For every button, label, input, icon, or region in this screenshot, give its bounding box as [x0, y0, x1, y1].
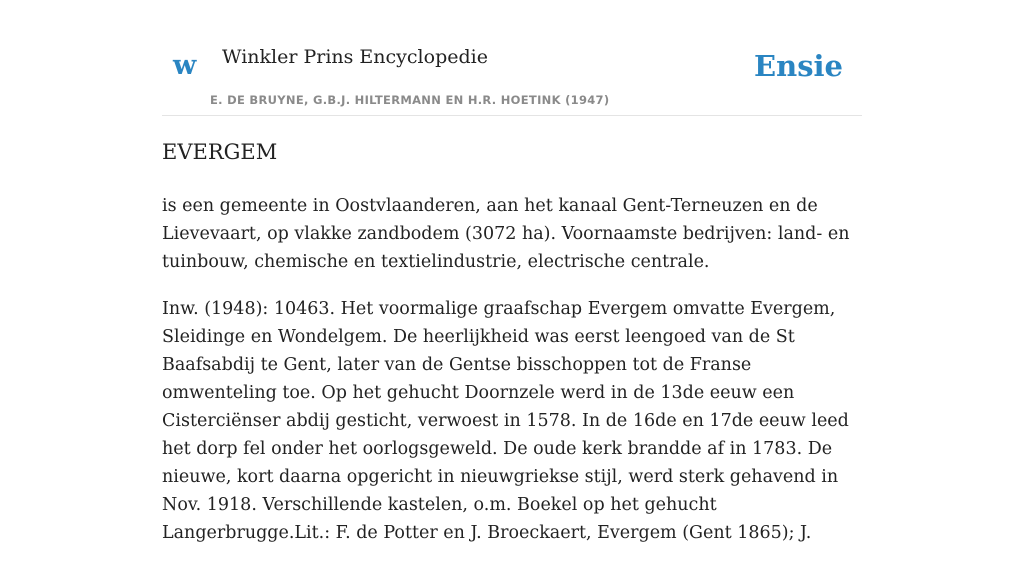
article-title: EVERGEM [162, 140, 278, 164]
site-header [162, 0, 862, 116]
publication-authors: E. DE BRUYNE, G.B.J. HILTERMANN EN H.R. HOETINK (1947) [210, 93, 610, 107]
page [162, 0, 862, 543]
article-paragraph: is een gemeente in Oostvlaanderen, aan het kanaal Gent-Terneuzen en de Lievevaart, op vlakke zandbodem (3072 ha). Voornaamste bedrijven: land- en tuinbouw, chemische en textielindustrie, electrische centrale. [162, 196, 850, 272]
article-paragraph: Inw. (1948): 10463. Het voormalige graafschap Evergem omvatte Evergem, Sleidinge en Wondelgem. De heerlijkheid was eerst leengoed van de St Baafsabdij te Gent, later van de Gentse bisschoppen tot de Franse omwenteling toe. Op het gehucht Doornzele werd in de 13de eeuw een Cisterciënser abdij gesticht, verwoest in 1578. In de 16de en 17de eeuw leed het dorp fel onder het oorlogsgeweld. De oude kerk brandde af in 1783. De nieuwe, kort daarna opgericht in nieuwgriekse stijl, werd sterk gehavend in Nov. 1918. Verschillende kastelen, o.m. Boekel op het gehucht Langerbrugge.Lit.: F. de Potter en J. Broeckaert, Evergem (Gent 1865); J. [162, 299, 849, 543]
ensie-brand-logo[interactable]: Ensie [754, 49, 843, 83]
article-body [162, 192, 862, 566]
encyclopedia-logo-icon[interactable]: w [173, 50, 197, 81]
publication-title[interactable]: Winkler Prins Encyclopedie [222, 46, 488, 68]
